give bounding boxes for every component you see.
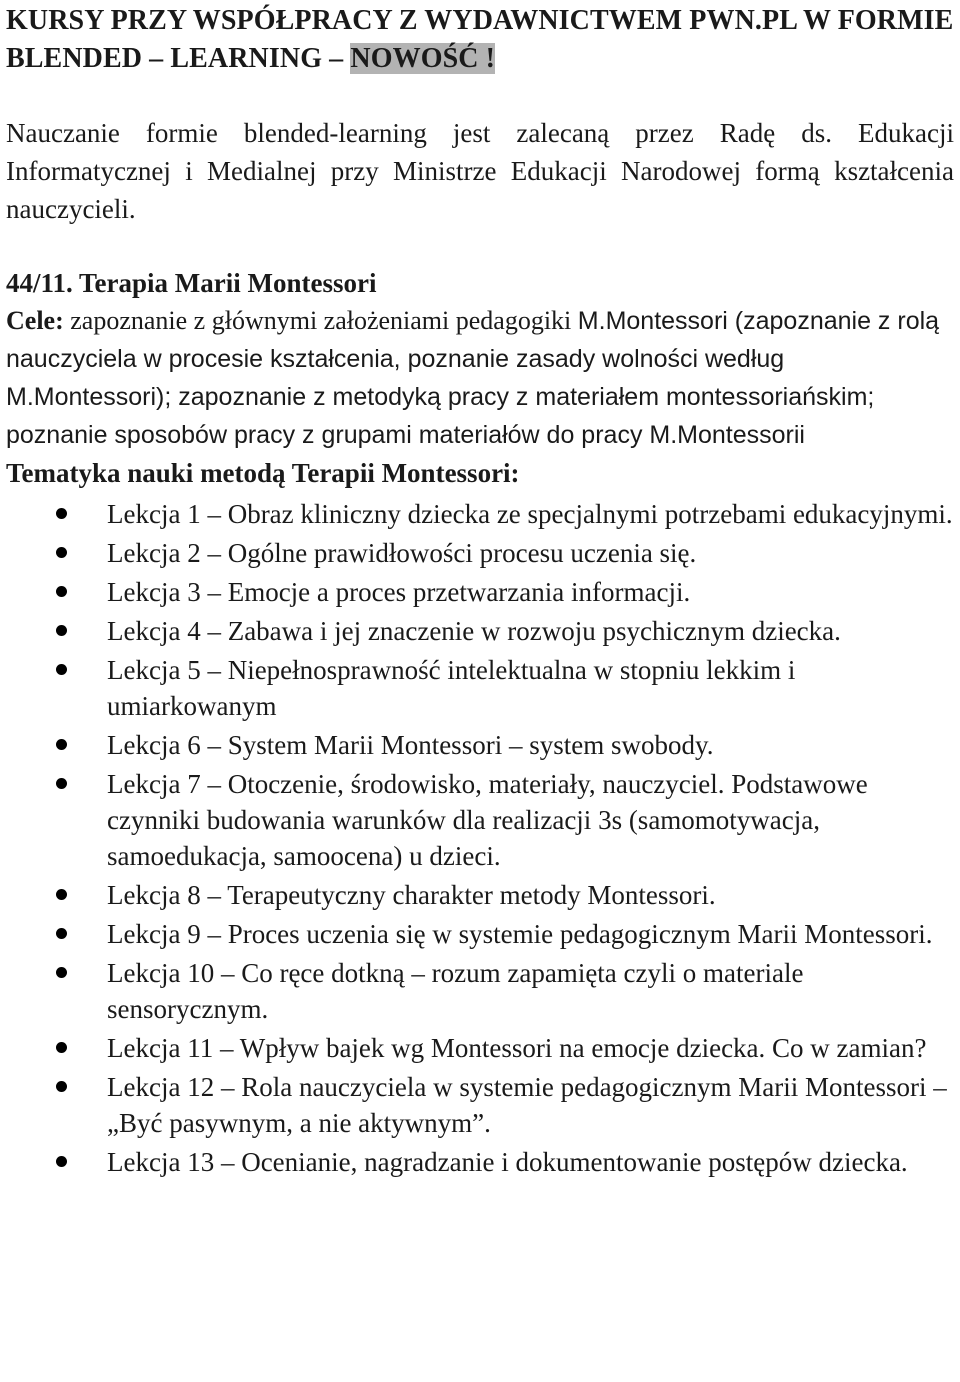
bullet-icon — [56, 1042, 67, 1053]
lesson-text: Lekcja 7 – Otoczenie, środowisko, materiały, nauczyciel. Podstawowe czynniki budowania warunków dla realizacji 3s (samomotywacja, samoedukacja, samoocena) u dzieci. — [107, 769, 868, 871]
lesson-text: Lekcja 6 – System Marii Montessori – system swobody. — [107, 730, 714, 760]
bullet-icon — [56, 967, 67, 978]
bullet-icon — [56, 625, 67, 636]
goals-paragraph — [6, 302, 954, 454]
lesson-text: Lekcja 9 – Proces uczenia się w systemie pedagogicznym Marii Montessori. — [107, 919, 933, 949]
lesson-text: Lekcja 3 – Emocje a proces przetwarzania informacji. — [107, 577, 691, 607]
lesson-text: Lekcja 12 – Rola nauczyciela w systemie pedagogicznym Marii Montessori – „Być pasywnym, a nie aktywnym”. — [107, 1072, 947, 1138]
goals-label: Cele: — [6, 306, 64, 335]
bullet-icon — [56, 1081, 67, 1092]
lesson-text: Lekcja 13 – Ocenianie, nagradzanie i dokumentowanie postępów dziecka. — [107, 1147, 908, 1177]
lesson-item — [6, 877, 954, 913]
lesson-item — [6, 727, 954, 763]
bullet-icon — [56, 778, 67, 789]
lesson-text: Lekcja 4 – Zabawa i jej znaczenie w rozwoju psychicznym dziecka. — [107, 616, 841, 646]
goals-text-sans: M.Montessori (zapoznanie z rolą nauczyciela w procesie kształcenia, poznanie zasady wolności według M.Montessori); zapoznanie z metodyką pracy z materiałem montessoriańskim; poznanie sposobów pracy z grupami materiałów do pracy M.Montessorii — [6, 307, 940, 449]
lesson-item — [6, 1030, 954, 1066]
lesson-item — [6, 916, 954, 952]
lesson-text: Lekcja 1 – Obraz kliniczny dziecka ze specjalnymi potrzebami edukacyjnymi. — [107, 499, 953, 529]
lesson-text: Lekcja 10 – Co ręce dotkną – rozum zapamięta czyli o materiale sensorycznym. — [107, 958, 804, 1024]
heading-main-text: KURSY PRZY WSPÓŁPRACY Z WYDAWNICTWEM PWN.PL W FORMIE BLENDED – LEARNING – — [6, 5, 954, 74]
lesson-list — [6, 496, 954, 1180]
lesson-text: Lekcja 11 – Wpływ bajek wg Montessori na emocje dziecka. Co w zamian? — [107, 1033, 927, 1063]
bullet-icon — [56, 508, 67, 519]
bullet-icon — [56, 586, 67, 597]
lesson-item — [6, 1069, 954, 1141]
topics-heading: Tematyka nauki metodą Terapii Montessori: — [6, 458, 520, 488]
document-page — [6, 0, 954, 1183]
bullet-icon — [56, 928, 67, 939]
bullet-icon — [56, 739, 67, 750]
bullet-icon — [56, 889, 67, 900]
lesson-item — [6, 1144, 954, 1180]
lesson-item — [6, 496, 954, 532]
lesson-text: Lekcja 8 – Terapeutyczny charakter metody Montessori. — [107, 880, 716, 910]
lesson-item — [6, 955, 954, 1027]
intro-paragraph: Nauczanie formie blended-learning jest zalecaną przez Radę ds. Edukacji Informatycznej i Medialnej przy Ministrze Edukacji Narodowej formą kształcenia nauczycieli. — [6, 118, 954, 224]
lesson-item — [6, 652, 954, 724]
new-badge: NOWOŚĆ ! — [350, 43, 496, 74]
lesson-text: Lekcja 5 – Niepełnosprawność intelektualna w stopniu lekkim i umiarkowanym — [107, 655, 796, 721]
goals-text-serif: zapoznanie z głównymi założeniami pedagogiki — [63, 306, 578, 335]
bullet-icon — [56, 1156, 67, 1167]
lesson-text: Lekcja 2 – Ogólne prawidłowości procesu uczenia się. — [107, 538, 697, 568]
bullet-icon — [56, 664, 67, 675]
bullet-icon — [56, 547, 67, 558]
page-heading — [6, 0, 954, 78]
course-title: 44/11. Terapia Marii Montessori — [6, 268, 377, 298]
lesson-item — [6, 574, 954, 610]
lesson-item — [6, 766, 954, 874]
lesson-item — [6, 613, 954, 649]
lesson-item — [6, 535, 954, 571]
